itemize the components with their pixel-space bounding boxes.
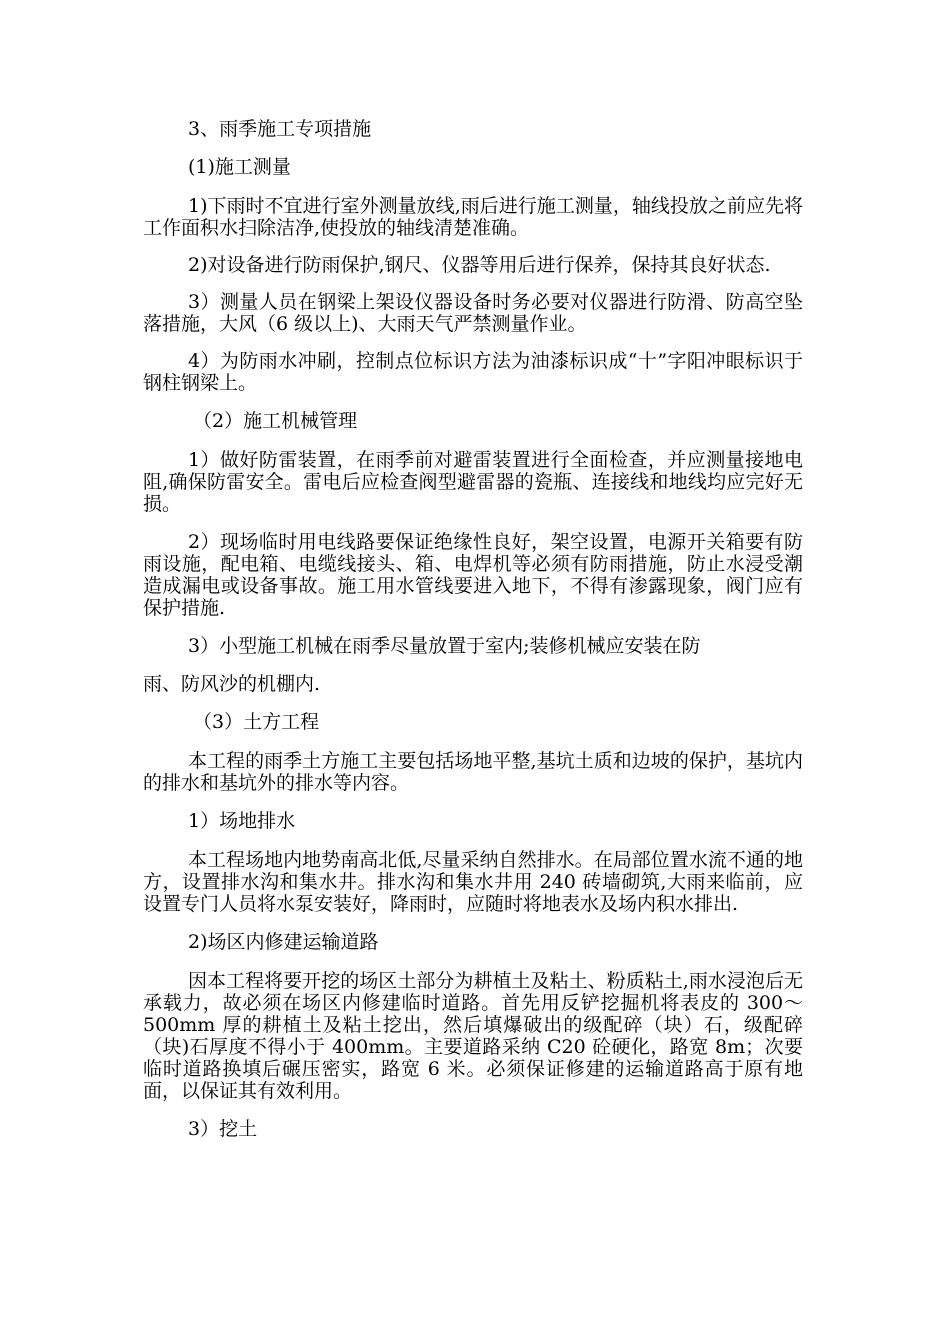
- paragraph-continuation: 雨、防风沙的机棚内.: [143, 673, 321, 695]
- paragraph: 因本工程将要开挖的场区土部分为耕植土及粘土、粉质粘土,雨水浸泡后无承载力，故必须在场区内修建临时道路。首先用反铲挖掘机将表皮的 300～500mm 厚的耕植土及粘土挖出，然后填爆破出的级配碎（块）石，级配碎（块)石厚度不得小于 400mm。主要道路采纳 C20 砼硬化，路宽 8m；次要临时道路换填后碾压密实，路宽 6 米。必须保证修建的运输道路高于原有地面，以保证其有效利用。: [143, 970, 803, 1102]
- paragraph: 1)下雨时不宜进行室外测量放线,雨后进行施工测量，轴线投放之前应先将工作面积水扫除洁净,使投放的轴线清楚准确。: [143, 195, 803, 239]
- paragraph: 4）为防雨水冲刷，控制点位标识方法为油漆标识成“十”字阳冲眼标识于钢柱钢梁上。: [143, 350, 803, 394]
- item-heading: 2)场区内修建运输道路: [188, 931, 379, 953]
- paragraph: 本工程的雨季土方施工主要包括场地平整,基坑土质和边坡的保护，基坑内的排水和基坑外的排水等内容。: [143, 750, 803, 794]
- paragraph: 2)对设备进行防雨保护,钢尺、仪器等用后进行保养，保持其良好状态.: [188, 254, 771, 276]
- subsection-heading: （3）土方工程: [193, 711, 320, 733]
- document-body: [143, 118, 803, 1140]
- item-heading: 1）场地排水: [188, 810, 296, 832]
- paragraph: 3）测量人员在钢梁上架设仪器设备时务必要对仪器进行防滑、防高空坠落措施，大风（6 级以上)、大雨天气严禁测量作业。: [143, 291, 803, 335]
- paragraph: 2）现场临时用电线路要保证绝缘性良好，架空设置，电源开关箱要有防雨设施，配电箱、电缆线接头、箱、电焊机等必须有防雨措施，防止水浸受潮造成漏电或设备事故。施工用水管线要进入地下，不得有渗露现象，阀门应有保护措施.: [143, 531, 803, 619]
- section-heading: 3、雨季施工专项措施: [188, 118, 372, 140]
- subsection-heading: （2）施工机械管理: [193, 410, 358, 432]
- paragraph: 3）小型施工机械在雨季尽量放置于室内;装修机械应安装在防: [188, 635, 701, 657]
- paragraph: 1）做好防雷装置，在雨季前对避雷装置进行全面检查，并应测量接地电阻,确保防雷安全。雷电后应检查阀型避雷器的瓷瓶、连接线和地线均应完好无损。: [143, 449, 803, 515]
- item-heading: 3）挖土: [188, 1118, 258, 1140]
- paragraph: 本工程场地内地势南高北低,尽量采纳自然排水。在局部位置水流不通的地方，设置排水沟和集水井。排水沟和集水井用 240 砖墙砌筑,大雨来临前，应设置专门人员将水泵安装好，降雨时，应随时将地表水及场内积水排出.: [143, 849, 803, 915]
- subsection-heading: (1)施工测量: [188, 156, 291, 178]
